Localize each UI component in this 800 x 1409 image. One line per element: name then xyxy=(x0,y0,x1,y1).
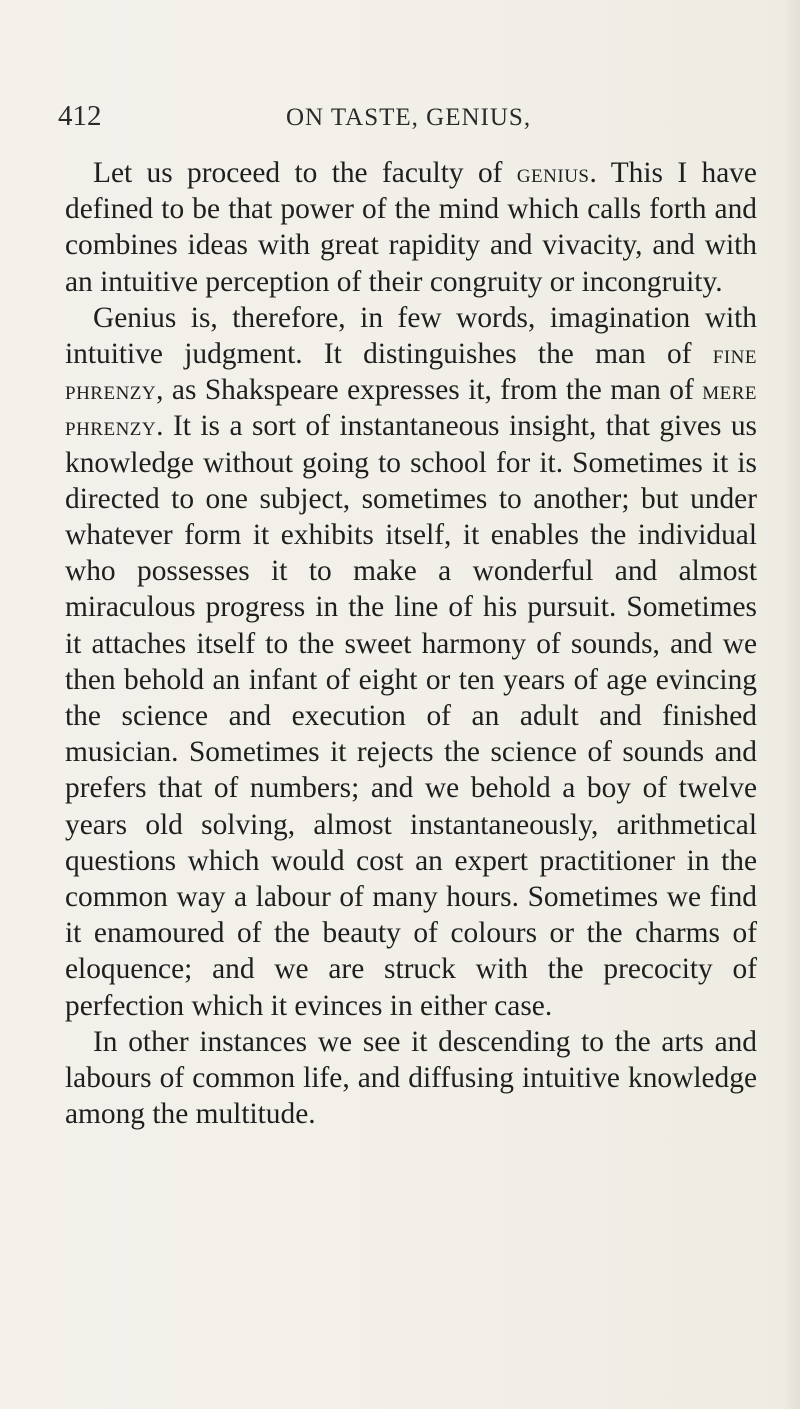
paragraph xyxy=(65,1024,757,1133)
text-segment: In other instances we see it descending to the arts and labours of common life, and diffusing intuitive knowledge among the multitude. xyxy=(65,1025,757,1131)
text-segment: . This I have defined to be that power of the mind which calls forth and combines ideas with great rapidity and vivacity, and with an intuitive perception of their congruity or incongruity. xyxy=(65,157,757,298)
page-edge-shadow xyxy=(784,0,800,1409)
paragraph xyxy=(65,155,757,300)
running-head xyxy=(58,100,748,140)
small-caps-term: mere phrenzy xyxy=(65,375,757,442)
small-caps-term: fine phrenzy xyxy=(65,339,757,406)
running-title: ON TASTE, GENIUS, xyxy=(286,104,532,131)
text-segment: Let us proceed to the faculty of xyxy=(93,157,517,189)
text-segment: Genius is, therefore, in few words, imagination with intuitive judgment. It distinguishes the man of xyxy=(65,301,757,371)
small-caps-term: genius xyxy=(516,158,590,188)
paragraph xyxy=(65,300,757,1024)
text-segment: . It is a sort of instantaneous insight, that gives us knowledge without going to school for it. Sometimes it is directed to one subject, sometimes to another; but under whatever form it exhibits itself, it enables the individual who possesses it to make a wonderful and almost miraculous progress in the line of his pursuit. Sometimes it attaches itself to the sweet harmony of sounds, and we then behold an infant of eight or ten years of age evincing the science and execution of an adult and finished musician. Sometimes it rejects the science of sounds and prefers that of numbers; and we behold a boy of twelve years old solving, almost instantaneously, arithmetical questions which would cost an expert practitioner in the common way a labour of many hours. Sometimes we find it enamoured of the beauty of colours or the charms of eloquence; and we are struck with the precocity of perfection which it evinces in either case. xyxy=(65,410,757,1022)
page-number: 412 xyxy=(58,100,102,132)
text-segment: , as Shakspeare expresses it, from the man of xyxy=(156,374,703,407)
body-text xyxy=(65,155,757,1132)
